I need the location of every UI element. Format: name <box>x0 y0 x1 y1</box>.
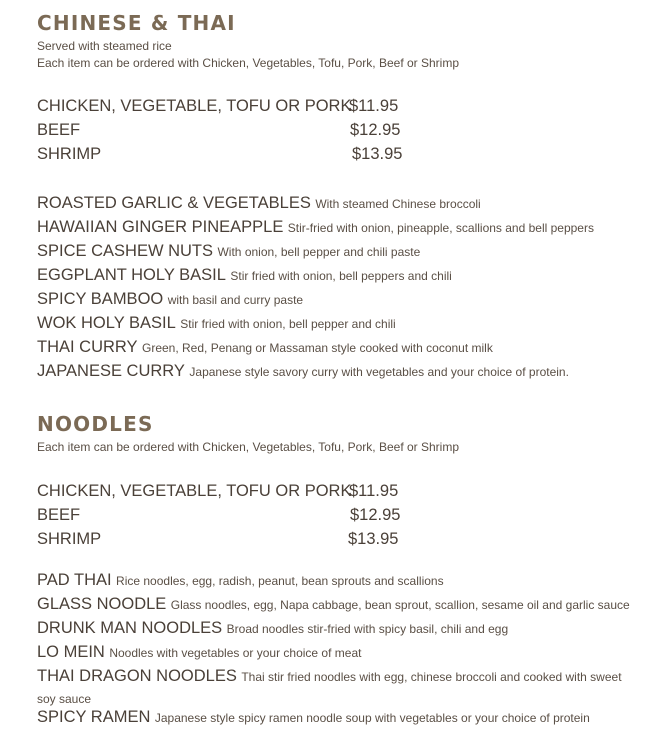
menu-item-name: SPICY BAMBOO <box>37 290 164 308</box>
menu-item-name: HAWAIIAN GINGER PINEAPPLE <box>37 218 284 236</box>
menu-item-description: Broad noodles stir-fried with spicy basil, chili and egg <box>226 622 509 636</box>
price-value: $12.95 <box>350 506 401 524</box>
menu-item <box>37 665 637 710</box>
menu-item-name: LO MEIN <box>37 643 105 661</box>
price-row-chicken-vegetable-tofu-pork <box>37 480 399 502</box>
menu-item <box>37 706 637 729</box>
menu-item-description: Japanese style savory curry with vegetables and your choice of protein. <box>189 365 569 379</box>
menu-item-description: Glass noodles, egg, Napa cabbage, bean sprout, scallion, sesame oil and garlic sauce <box>170 598 630 612</box>
menu-item-description: with basil and curry paste <box>167 293 304 307</box>
menu-item-description: Stir-fried with onion, pineapple, scallions and bell peppers <box>287 221 594 235</box>
price-row-chicken-vegetable-tofu-pork <box>37 95 399 117</box>
menu-item-description: Noodles with vegetables or your choice of meat <box>109 646 362 660</box>
menu-item-name: WOK HOLY BASIL <box>37 314 176 332</box>
section-note: Served with steamed rice <box>37 39 172 53</box>
menu-item <box>37 264 637 287</box>
menu-item-name: THAI DRAGON NOODLES <box>37 667 237 685</box>
price-label: CHICKEN, VEGETABLE, TOFU OR PORK <box>37 482 352 500</box>
menu-item <box>37 240 637 263</box>
menu-item <box>37 216 637 239</box>
menu-item <box>37 312 637 335</box>
menu-item-description: Japanese style spicy ramen noodle soup with vegetables or your choice of protein <box>154 711 590 725</box>
section-note: Each item can be ordered with Chicken, Vegetables, Tofu, Pork, Beef or Shrimp <box>37 440 460 454</box>
price-row-beef <box>37 504 401 526</box>
price-value: $11.95 <box>349 482 399 500</box>
price-row-shrimp <box>37 143 403 165</box>
menu-item-description: Rice noodles, egg, radish, peanut, bean sprouts and scallions <box>116 574 444 588</box>
menu-item-name: THAI CURRY <box>37 338 138 356</box>
price-label: CHICKEN, VEGETABLE, TOFU OR PORK <box>37 97 352 115</box>
menu-item <box>37 360 637 383</box>
section-title-noodles: NOODLES <box>37 412 154 436</box>
price-value: $13.95 <box>352 145 403 163</box>
menu-item <box>37 593 637 616</box>
price-row-shrimp <box>37 528 399 550</box>
price-label: SHRIMP <box>37 145 102 163</box>
menu-item-name: ROASTED GARLIC & VEGETABLES <box>37 194 311 212</box>
menu-item-description: Thai stir fried noodles with egg, chinese broccoli and cooked with sweet soy sauce <box>37 670 622 706</box>
price-value: $11.95 <box>349 97 399 115</box>
menu-item <box>37 192 637 215</box>
menu-item <box>37 641 637 664</box>
menu-item-description: Stir fried with onion, bell peppers and chili <box>230 269 452 283</box>
menu-item-description: With steamed Chinese broccoli <box>315 197 481 211</box>
menu-item <box>37 288 637 311</box>
menu-item-description: Green, Red, Penang or Massaman style cooked with coconut milk <box>142 341 493 355</box>
price-label: BEEF <box>37 506 81 524</box>
section-note: Each item can be ordered with Chicken, Vegetables, Tofu, Pork, Beef or Shrimp <box>37 56 460 70</box>
price-value: $13.95 <box>348 530 399 548</box>
menu-item-name: SPICE CASHEW NUTS <box>37 242 214 260</box>
price-label: SHRIMP <box>37 530 102 548</box>
price-label: BEEF <box>37 121 81 139</box>
menu-item-name: EGGPLANT HOLY BASIL <box>37 266 226 284</box>
menu-item-description: With onion, bell pepper and chili paste <box>217 245 421 259</box>
menu-item <box>37 336 637 359</box>
menu-item-name: PAD THAI <box>37 571 112 589</box>
price-value: $12.95 <box>350 121 401 139</box>
menu-item <box>37 569 637 592</box>
menu-item-name: GLASS NOODLE <box>37 595 167 613</box>
menu-item-name: JAPANESE CURRY <box>37 362 185 380</box>
menu-item-name: DRUNK MAN NOODLES <box>37 619 223 637</box>
menu-item-description: Stir fried with onion, bell pepper and chili <box>180 317 396 331</box>
menu-item-name: SPICY RAMEN <box>37 708 151 726</box>
price-row-beef <box>37 119 401 141</box>
section-title-chinese-thai: CHINESE & THAI <box>37 11 236 35</box>
menu-item <box>37 617 637 640</box>
